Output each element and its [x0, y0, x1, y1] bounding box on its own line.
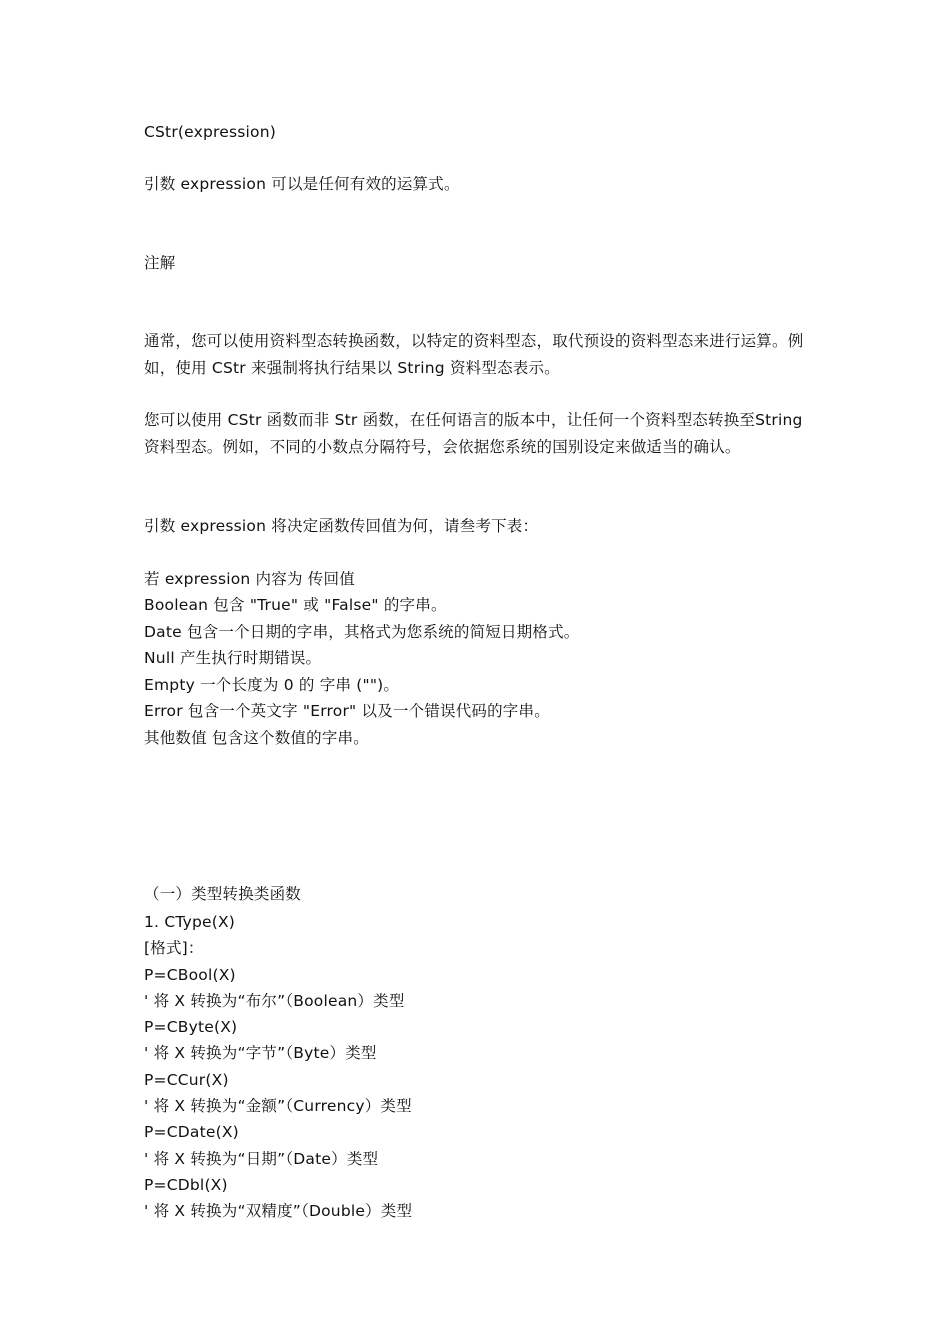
paragraph-cstr-vs-str: 您可以使用 CStr 函数而非 Str 函数，在任何语言的版本中，让任何一个资料型态转换至String 资料型态。例如，不同的小数点分隔符号，会依据您系统的国别设定来做适当的确认。 — [144, 411, 803, 456]
code-line: P=CDbl(X) — [144, 1176, 228, 1194]
argument-description: 引数 expression 可以是任何有效的运算式。 — [144, 175, 460, 193]
item-title: 1. CType(X) — [144, 913, 236, 931]
comment-line: ' 将 X 转换为“日期”（Date）类型 — [144, 1150, 379, 1168]
table-row: 其他数值 包含这个数值的字串。 — [144, 729, 369, 747]
table-row: Null 产生执行时期错误。 — [144, 649, 322, 667]
remarks-heading: 注解 — [144, 254, 176, 272]
table-row: Date 包含一个日期的字串，其格式为您系统的简短日期格式。 — [144, 623, 580, 641]
code-line: P=CBool(X) — [144, 966, 236, 984]
paragraph-conversion-intro: 通常，您可以使用资料型态转换函数，以特定的资料型态，取代预设的资料型态来进行运算。例如，使用 CStr 来强制将执行结果以 String 资料型态表示。 — [144, 332, 804, 377]
table-row: Empty 一个长度为 0 的 字串 ("")。 — [144, 676, 400, 694]
comment-line: ' 将 X 转换为“双精度”（Double）类型 — [144, 1202, 413, 1220]
table-row: Error 包含一个英文字 "Error" 以及一个错误代码的字串。 — [144, 702, 550, 720]
table-row: Boolean 包含 "True" 或 "False" 的字串。 — [144, 596, 447, 614]
table-header: 若 expression 内容为 传回值 — [144, 570, 355, 588]
format-label: [格式]： — [144, 939, 204, 957]
code-line: P=CByte(X) — [144, 1018, 238, 1036]
code-line: P=CCur(X) — [144, 1071, 229, 1089]
comment-line: ' 将 X 转换为“金额”（Currency）类型 — [144, 1097, 412, 1115]
comment-line: ' 将 X 转换为“布尔”（Boolean）类型 — [144, 992, 405, 1010]
section-title: （一）类型转换类函数 — [144, 885, 302, 903]
paragraph-return-value: 引数 expression 将决定函数传回值为何，请叁考下表： — [144, 517, 539, 535]
syntax-line: CStr(expression) — [144, 123, 277, 141]
code-line: P=CDate(X) — [144, 1123, 239, 1141]
comment-line: ' 将 X 转换为“字节”（Byte）类型 — [144, 1044, 377, 1062]
